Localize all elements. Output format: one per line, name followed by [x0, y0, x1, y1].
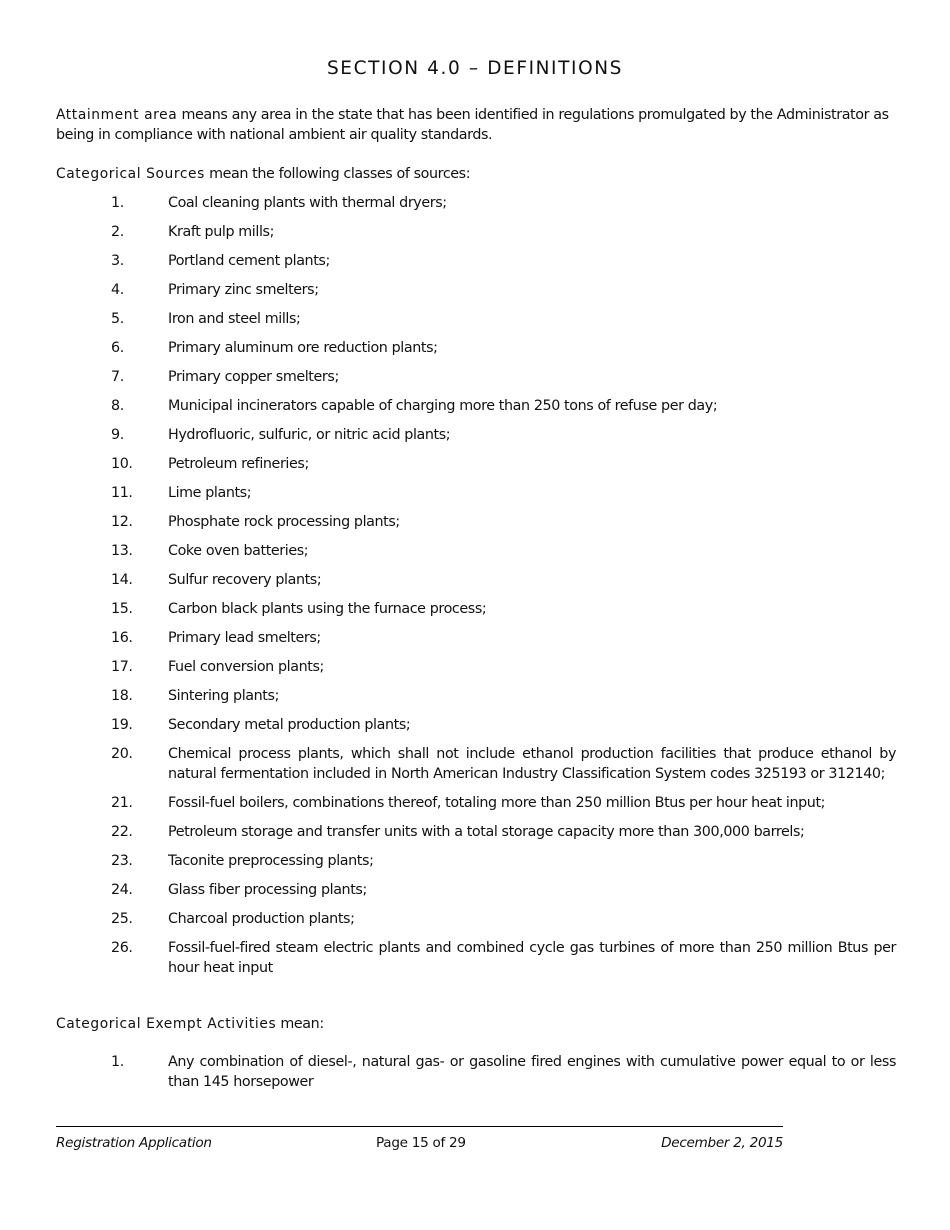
- categorical-sources-list: [56, 193, 896, 987]
- page-footer: [56, 1133, 783, 1153]
- list-item-number: 2.: [111, 224, 124, 240]
- list-item-number: 14.: [111, 572, 133, 588]
- list-item: [56, 367, 896, 387]
- list-item-text: Fossil-fuel-fired steam electric plants and combined cycle gas turbines of more than 250 million Btus per hour heat input: [168, 940, 896, 976]
- list-item: [56, 512, 896, 532]
- list-item-text: Primary lead smelters;: [168, 630, 321, 646]
- list-item-text: Kraft pulp mills;: [168, 224, 274, 240]
- list-item-number: 26.: [111, 940, 133, 956]
- list-item-text: Sintering plants;: [168, 688, 279, 704]
- list-item-text: Municipal incinerators capable of charging more than 250 tons of refuse per day;: [168, 398, 718, 414]
- list-item-number: 25.: [111, 911, 133, 927]
- list-item: [56, 570, 896, 590]
- list-item-text: Fuel conversion plants;: [168, 659, 324, 675]
- list-item: [56, 628, 896, 648]
- definition-text: mean:: [276, 1016, 324, 1032]
- list-item-text: Fossil-fuel boilers, combinations thereof, totaling more than 250 million Btus per hour heat input;: [168, 795, 826, 811]
- list-item: [56, 222, 896, 242]
- list-item: [56, 822, 896, 842]
- list-item-number: 1.: [111, 195, 124, 211]
- list-item: [56, 938, 896, 978]
- list-item: [56, 851, 896, 871]
- list-item: [56, 909, 896, 929]
- list-item-text: Secondary metal production plants;: [168, 717, 411, 733]
- list-item: [56, 541, 896, 561]
- list-item-number: 23.: [111, 853, 133, 869]
- term-categorical-sources: Categorical Sources: [56, 166, 205, 182]
- list-item-number: 17.: [111, 659, 133, 675]
- footer-page-number: Page 15 of 29: [376, 1135, 466, 1151]
- list-item: [56, 280, 896, 300]
- list-item-text: Chemical process plants, which shall not include ethanol production facilities that produce ethanol by natural fermentation included in North American Industry Classification System codes 325193 or 312140;: [168, 746, 896, 782]
- section-heading: SECTION 4.0 – DEFINITIONS: [326, 58, 624, 79]
- definition-attainment-area: [56, 105, 896, 145]
- definition-categorical-exempt-activities: [56, 1014, 896, 1034]
- list-item-number: 8.: [111, 398, 124, 414]
- list-item-number: 15.: [111, 601, 133, 617]
- list-item-text: Petroleum refineries;: [168, 456, 309, 472]
- list-item-text: Portland cement plants;: [168, 253, 330, 269]
- list-item-text: Any combination of diesel-, natural gas- or gasoline fired engines with cumulative power equal to or less than 145 horsepower: [168, 1054, 896, 1090]
- list-item: [56, 251, 896, 271]
- list-item-text: Charcoal production plants;: [168, 911, 355, 927]
- list-item: [56, 454, 896, 474]
- list-item-text: Coal cleaning plants with thermal dryers;: [168, 195, 447, 211]
- list-item-text: Glass fiber processing plants;: [168, 882, 367, 898]
- list-item: [56, 657, 896, 677]
- list-item: [56, 1052, 896, 1092]
- list-item: [56, 483, 896, 503]
- list-item: [56, 715, 896, 735]
- list-item-text: Lime plants;: [168, 485, 252, 501]
- list-item: [56, 338, 896, 358]
- list-item-text: Hydrofluoric, sulfuric, or nitric acid plants;: [168, 427, 451, 443]
- list-item-number: 19.: [111, 717, 133, 733]
- footer-date: December 2, 2015: [661, 1135, 783, 1151]
- term-categorical-exempt-activities: Categorical Exempt Activities: [56, 1016, 277, 1032]
- term-attainment-area: Attainment area: [56, 107, 178, 123]
- list-item: [56, 193, 896, 213]
- list-item-number: 20.: [111, 746, 133, 762]
- list-item: [56, 309, 896, 329]
- list-item-text: Primary aluminum ore reduction plants;: [168, 340, 438, 356]
- list-item-number: 10.: [111, 456, 133, 472]
- list-item-number: 5.: [111, 311, 124, 327]
- list-item-text: Iron and steel mills;: [168, 311, 301, 327]
- list-item-number: 24.: [111, 882, 133, 898]
- list-item: [56, 880, 896, 900]
- list-item-number: 9.: [111, 427, 124, 443]
- list-item-text: Primary copper smelters;: [168, 369, 339, 385]
- list-item: [56, 744, 896, 784]
- list-item-number: 3.: [111, 253, 124, 269]
- list-item-number: 16.: [111, 630, 133, 646]
- definition-text: means any area in the state that has been identified in regulations promulgated by the Administrator as being in compliance with national ambient air quality standards.: [56, 107, 889, 143]
- list-item-text: Phosphate rock processing plants;: [168, 514, 400, 530]
- list-item-number: 7.: [111, 369, 124, 385]
- list-item: [56, 396, 896, 416]
- definition-text: mean the following classes of sources:: [204, 166, 471, 182]
- list-item-number: 12.: [111, 514, 133, 530]
- list-item: [56, 425, 896, 445]
- list-item-text: Coke oven batteries;: [168, 543, 309, 559]
- list-item: [56, 599, 896, 619]
- footer-document-title: Registration Application: [56, 1135, 212, 1151]
- list-item-text: Taconite preprocessing plants;: [168, 853, 374, 869]
- list-item-number: 1.: [111, 1054, 124, 1070]
- list-item-text: Primary zinc smelters;: [168, 282, 319, 298]
- list-item-number: 13.: [111, 543, 133, 559]
- list-item-number: 21.: [111, 795, 133, 811]
- definition-categorical-sources: [56, 164, 896, 184]
- list-item-number: 22.: [111, 824, 133, 840]
- list-item-text: Petroleum storage and transfer units with a total storage capacity more than 300,000 barrels;: [168, 824, 805, 840]
- list-item-number: 6.: [111, 340, 124, 356]
- footer-divider: [56, 1126, 783, 1127]
- list-item: [56, 793, 896, 813]
- list-item-text: Carbon black plants using the furnace process;: [168, 601, 487, 617]
- categorical-exempt-list: [56, 1052, 896, 1101]
- list-item-text: Sulfur recovery plants;: [168, 572, 322, 588]
- list-item-number: 18.: [111, 688, 133, 704]
- list-item-number: 11.: [111, 485, 133, 501]
- list-item: [56, 686, 896, 706]
- list-item-number: 4.: [111, 282, 124, 298]
